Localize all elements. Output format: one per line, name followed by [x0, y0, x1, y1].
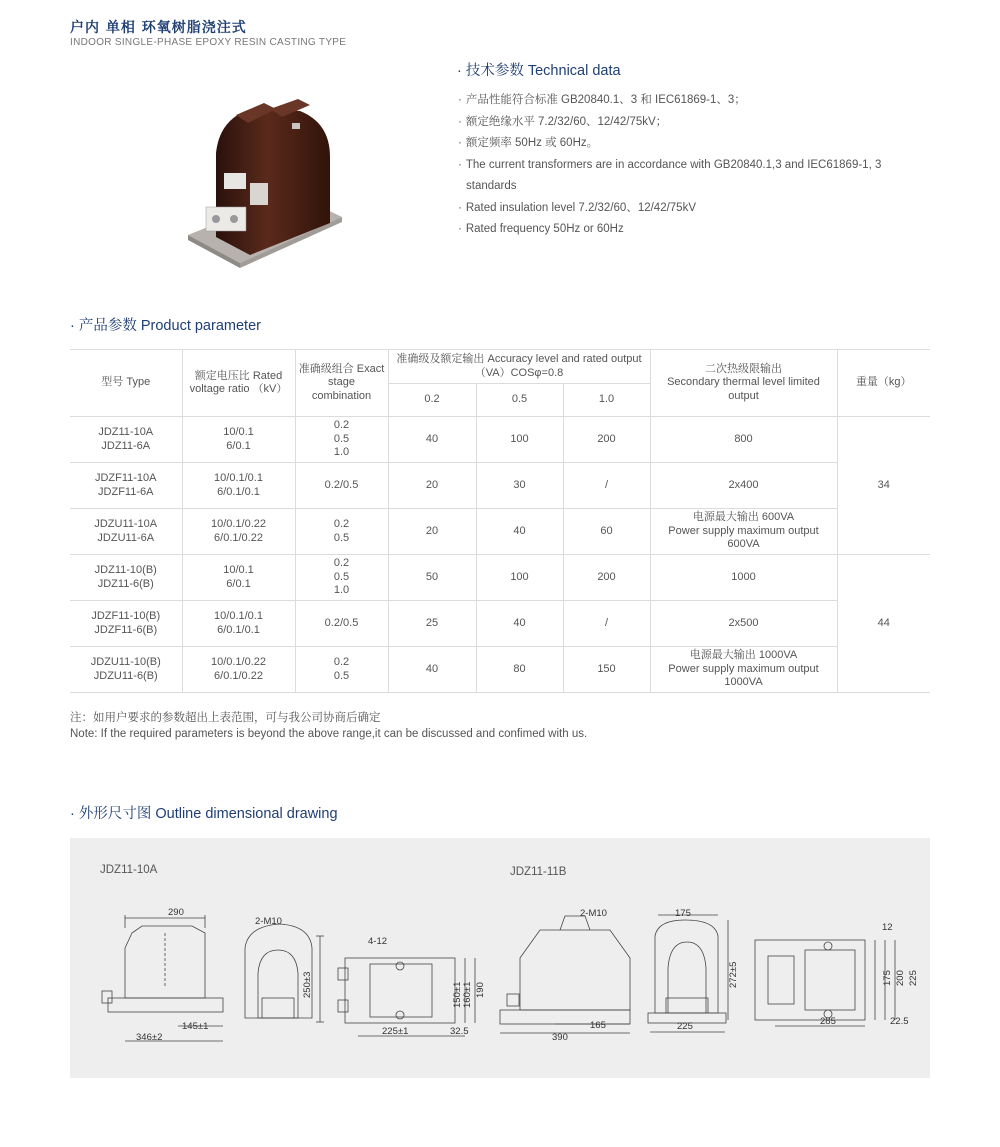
tech-item: · 额定频率 50Hz 或 60Hz。 [458, 137, 599, 149]
cell-ratio: 10/0.1/0.1 6/0.1/0.1 [182, 601, 295, 647]
cell-stage: 0.2 0.5 1.0 [295, 417, 388, 463]
cell-v10: 60 [563, 509, 650, 555]
col-header-acc-05: 0.5 [476, 384, 563, 417]
cell-weight: 34 [837, 417, 930, 555]
tech-item: · 产品性能符合标准 GB20840.1、3 和 IEC61869-1、3； [458, 94, 746, 106]
right-front-view [500, 916, 630, 1033]
table-row [70, 647, 930, 693]
cell-v05: 80 [476, 647, 563, 693]
dim-346: 346±2 [136, 1032, 163, 1043]
tech-item-continuation: standards [466, 180, 517, 192]
cell-ratio: 10/0.1 6/0.1 [182, 417, 295, 463]
dim-m10-left: 2-M10 [255, 916, 282, 927]
left-model-label: JDZ11-10A [100, 864, 158, 876]
dim-225-left: 225±1 [382, 1026, 409, 1037]
dim-160: 160±1 [462, 981, 473, 1008]
table-row [70, 555, 930, 601]
outline-drawings [70, 838, 930, 1078]
dim-22-5: 22.5 [890, 1016, 909, 1027]
table-row [70, 417, 930, 463]
dim-150: 150±1 [452, 981, 463, 1008]
technical-data-heading: · 技术参数 Technical data [457, 63, 621, 79]
cell-v10: 200 [563, 555, 650, 601]
technical-data-list [458, 90, 928, 241]
dim-290: 290 [168, 907, 184, 918]
cell-v10: 200 [563, 417, 650, 463]
cell-v02: 20 [388, 509, 476, 555]
cell-v02: 20 [388, 463, 476, 509]
cell-v10: / [563, 601, 650, 647]
cell-type: JDZU11-10A JDZU11-6A [70, 509, 182, 555]
cell-type: JDZF11-10(B) JDZF11-6(B) [70, 601, 182, 647]
right-side-view [648, 915, 728, 1032]
col-header-weight: 重量（kg） [837, 350, 930, 417]
cell-thermal: 电源最大输出 600VA Power supply maximum output 600VA [650, 509, 837, 555]
cell-v05: 100 [476, 555, 563, 601]
dim-175-right: 175 [882, 970, 893, 986]
col-header-accuracy: 准确级及额定输出 Accuracy level and rated output （VA）COSφ=0.8 [388, 350, 650, 384]
col-header-type: 型号 Type [70, 350, 182, 417]
col-header-acc-02: 0.2 [388, 384, 476, 417]
cell-v02: 40 [388, 417, 476, 463]
table-row [70, 509, 930, 555]
dim-32-5: 32.5 [450, 1026, 469, 1037]
tech-item: · Rated frequency 50Hz or 60Hz [458, 223, 624, 235]
dim-250: 250±3 [302, 971, 313, 998]
cell-v10: 150 [563, 647, 650, 693]
dim-4-12: 4-12 [368, 936, 388, 947]
cell-v02: 50 [388, 555, 476, 601]
cell-v05: 40 [476, 509, 563, 555]
cell-thermal: 2x500 [650, 601, 837, 647]
cell-stage: 0.2 0.5 1.0 [295, 555, 388, 601]
cell-ratio: 10/0.1 6/0.1 [182, 555, 295, 601]
cell-thermal: 1000 [650, 555, 837, 601]
cell-v02: 25 [388, 601, 476, 647]
dim-190: 190 [475, 982, 486, 998]
cell-stage: 0.2/0.5 [295, 601, 388, 647]
table-row [70, 601, 930, 647]
cell-ratio: 10/0.1/0.1 6/0.1/0.1 [182, 463, 295, 509]
product-parameter-heading: · 产品参数 Product parameter [70, 318, 261, 334]
right-top-view [755, 940, 895, 1026]
product-photo [180, 95, 355, 275]
dim-390: 390 [552, 1032, 568, 1043]
cell-type: JDZ11-10A JDZ11-6A [70, 417, 182, 463]
cell-ratio: 10/0.1/0.22 6/0.1/0.22 [182, 647, 295, 693]
cell-v02: 40 [388, 647, 476, 693]
cell-thermal: 电源最大输出 1000VA Power supply maximum output 1000VA [650, 647, 837, 693]
cell-ratio: 10/0.1/0.22 6/0.1/0.22 [182, 509, 295, 555]
cell-thermal: 800 [650, 417, 837, 463]
tech-item: · 额定绝缘水平 7.2/32/60、12/42/75kV； [458, 115, 668, 128]
dim-225-right: 225 [677, 1021, 693, 1032]
tech-item: · Rated insulation level 7.2/32/60、12/42/75kV [458, 201, 697, 214]
cell-type: JDZ11-10(B) JDZ11-6(B) [70, 555, 182, 601]
col-header-thermal: 二次热级限输出 Secondary thermal level limited output [650, 350, 837, 417]
dim-12: 12 [882, 922, 893, 933]
col-header-ratio: 额定电压比 Rated voltage ratio （kV） [182, 350, 295, 417]
outline-drawing-panel [70, 838, 930, 1078]
cell-v10: / [563, 463, 650, 509]
cell-stage: 0.2 0.5 [295, 509, 388, 555]
page-subtitle: INDOOR SINGLE-PHASE EPOXY RESIN CASTING TYPE [70, 37, 347, 48]
dim-145: 145±1 [182, 1021, 209, 1032]
cell-v05: 30 [476, 463, 563, 509]
cell-v05: 100 [476, 417, 563, 463]
note-cn: 注：如用户要求的参数超出上表范围，可与我公司协商后确定 [70, 712, 381, 724]
product-parameter-table [70, 349, 930, 693]
dim-175: 175 [675, 908, 691, 919]
page-title: 户内 单相 环氧树脂浇注式 [70, 20, 247, 36]
table-row [70, 463, 930, 509]
cell-stage: 0.2 0.5 [295, 647, 388, 693]
cell-thermal: 2x400 [650, 463, 837, 509]
cell-stage: 0.2/0.5 [295, 463, 388, 509]
cell-weight: 44 [837, 555, 930, 693]
dim-m10-right: 2-M10 [580, 908, 607, 919]
cell-type: JDZU11-10(B) JDZU11-6(B) [70, 647, 182, 693]
outline-drawing-heading: · 外形尺寸图 Outline dimensional drawing [70, 806, 338, 822]
cell-type: JDZF11-10A JDZF11-6A [70, 463, 182, 509]
dim-200: 200 [895, 970, 906, 986]
dim-165: 165 [590, 1020, 606, 1031]
dim-225-vert: 225 [908, 970, 919, 986]
right-model-label: JDZ11-11B [510, 866, 567, 878]
dim-272: 272±5 [728, 961, 739, 988]
cell-v05: 40 [476, 601, 563, 647]
col-header-acc-10: 1.0 [563, 384, 650, 417]
tech-item: · The current transformers are in accordance with GB20840.1,3 and IEC61869-1, 3 [458, 158, 882, 171]
note-en: Note: If the required parameters is beyond the above range,it can be discussed and confimed with us. [70, 728, 588, 740]
dim-285: 285 [820, 1016, 836, 1027]
col-header-stage: 准确级组合 Exact stage combination [295, 350, 388, 417]
